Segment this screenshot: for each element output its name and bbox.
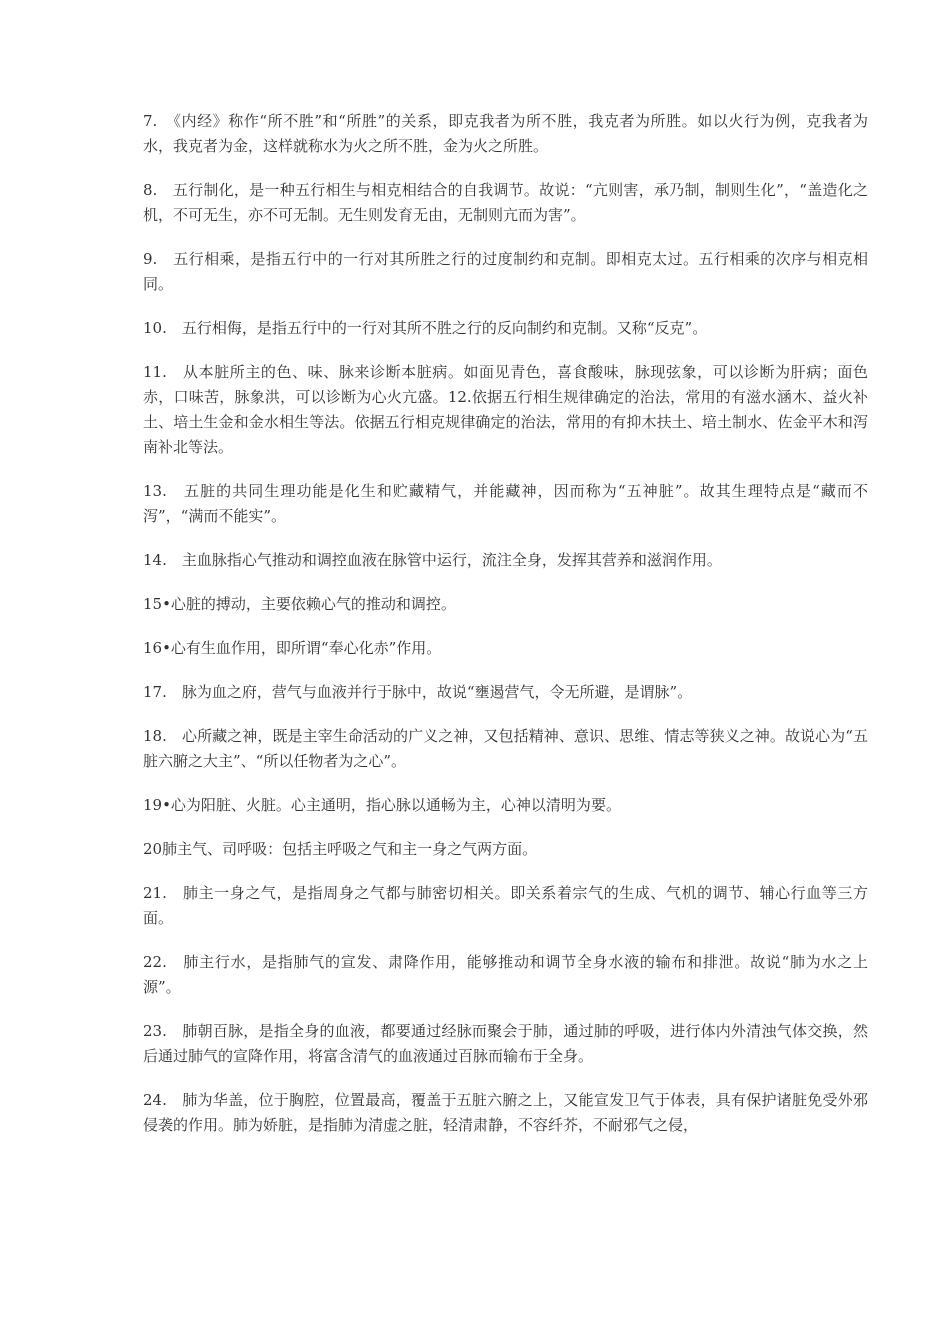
paragraph-19: 19•心为阳脏、火脏。心主通明，指心脉以通畅为主，心神以清明为要。 (143, 796, 621, 814)
paragraph-14: 14. 主血脉指心气推动和调控血液在脉管中运行，流注全身，发挥其营养和滋润作用。 (143, 551, 722, 569)
paragraph-10: 10. 五行相侮，是指五行中的一行对其所不胜之行的反向制约和克制。又称“反克”。 (143, 319, 708, 337)
paragraph-17: 17. 脉为血之府，营气与血液并行于脉中，故说“壅遏营气，令无所避，是谓脉”。 (143, 683, 693, 701)
paragraph-22: 22. 肺主行水，是指肺气的宣发、肃降作用，能够推动和调节全身水液的输布和排泄。故说“肺为水之上源”。 (143, 953, 868, 996)
paragraph-16: 16•心有生血作用，即所谓“奉心化赤”作用。 (143, 639, 442, 657)
paragraph-20: 20肺主气、司呼吸：包括主呼吸之气和主一身之气两方面。 (143, 840, 538, 858)
paragraph-8: 8. 五行制化，是一种五行相生与相克相结合的自我调节。故说：“亢则害，承乃制，制则生化”，“盖造化之机，不可无生，亦不可无制。无生则发育无由，无制则亢而为害”。 (143, 181, 868, 224)
paragraph-9: 9. 五行相乘，是指五行中的一行对其所胜之行的过度制约和克制。即相克太过。五行相乘的次序与相克相同。 (143, 250, 868, 293)
paragraph-13: 13. 五脏的共同生理功能是化生和贮藏精气，并能藏神，因而称为“五神脏”。故其生理特点是“藏而不泻”，“满而不能实”。 (143, 482, 868, 525)
paragraph-24: 24. 肺为华盖，位于胸腔，位置最高，覆盖于五脏六腑之上，又能宣发卫气于体表，具有保护诸脏免受外邪侵袭的作用。肺为娇脏，是指肺为清虚之脏，轻清肃静，不容纤芥，不耐邪气之侵， (143, 1091, 868, 1134)
paragraph-18: 18. 心所藏之神，既是主宰生命活动的广义之神，又包括精神、意识、思维、情志等狭义之神。故说心为“五脏六腑之大主”、“所以任物者为之心”。 (143, 727, 868, 770)
paragraph-7: 7. 《内经》称作“所不胜”和“所胜”的关系，即克我者为所不胜，我克者为所胜。如以火行为例，克我者为水，我克者为金，这样就称水为火之所不胜，金为火之所胜。 (143, 112, 868, 155)
paragraph-23: 23. 肺朝百脉，是指全身的血液，都要通过经脉而聚会于肺，通过肺的呼吸，进行体内外清浊气体交换，然后通过肺气的宣降作用，将富含清气的血液通过百脉而输布于全身。 (143, 1022, 868, 1065)
paragraph-21: 21. 肺主一身之气，是指周身之气都与肺密切相关。即关系着宗气的生成、气机的调节、辅心行血等三方面。 (143, 884, 868, 927)
paragraph-11-12: 11. 从本脏所主的色、味、脉来诊断本脏病。如面见青色，喜食酸味，脉现弦象，可以诊断为肝病；面色赤，口味苦，脉象洪，可以诊断为心火亢盛。12.依据五行相生规律确定的治法，常用的有滋水涵木、益火补土、培土生金和金水相生等法。依据五行相克规律确定的治法，常用的有抑木扶土、培土制水、佐金平木和泻南补北等法。 (143, 363, 868, 456)
paragraph-15: 15•心脏的搏动，主要依赖心气的推动和调控。 (143, 595, 456, 613)
document-body (143, 109, 868, 1138)
